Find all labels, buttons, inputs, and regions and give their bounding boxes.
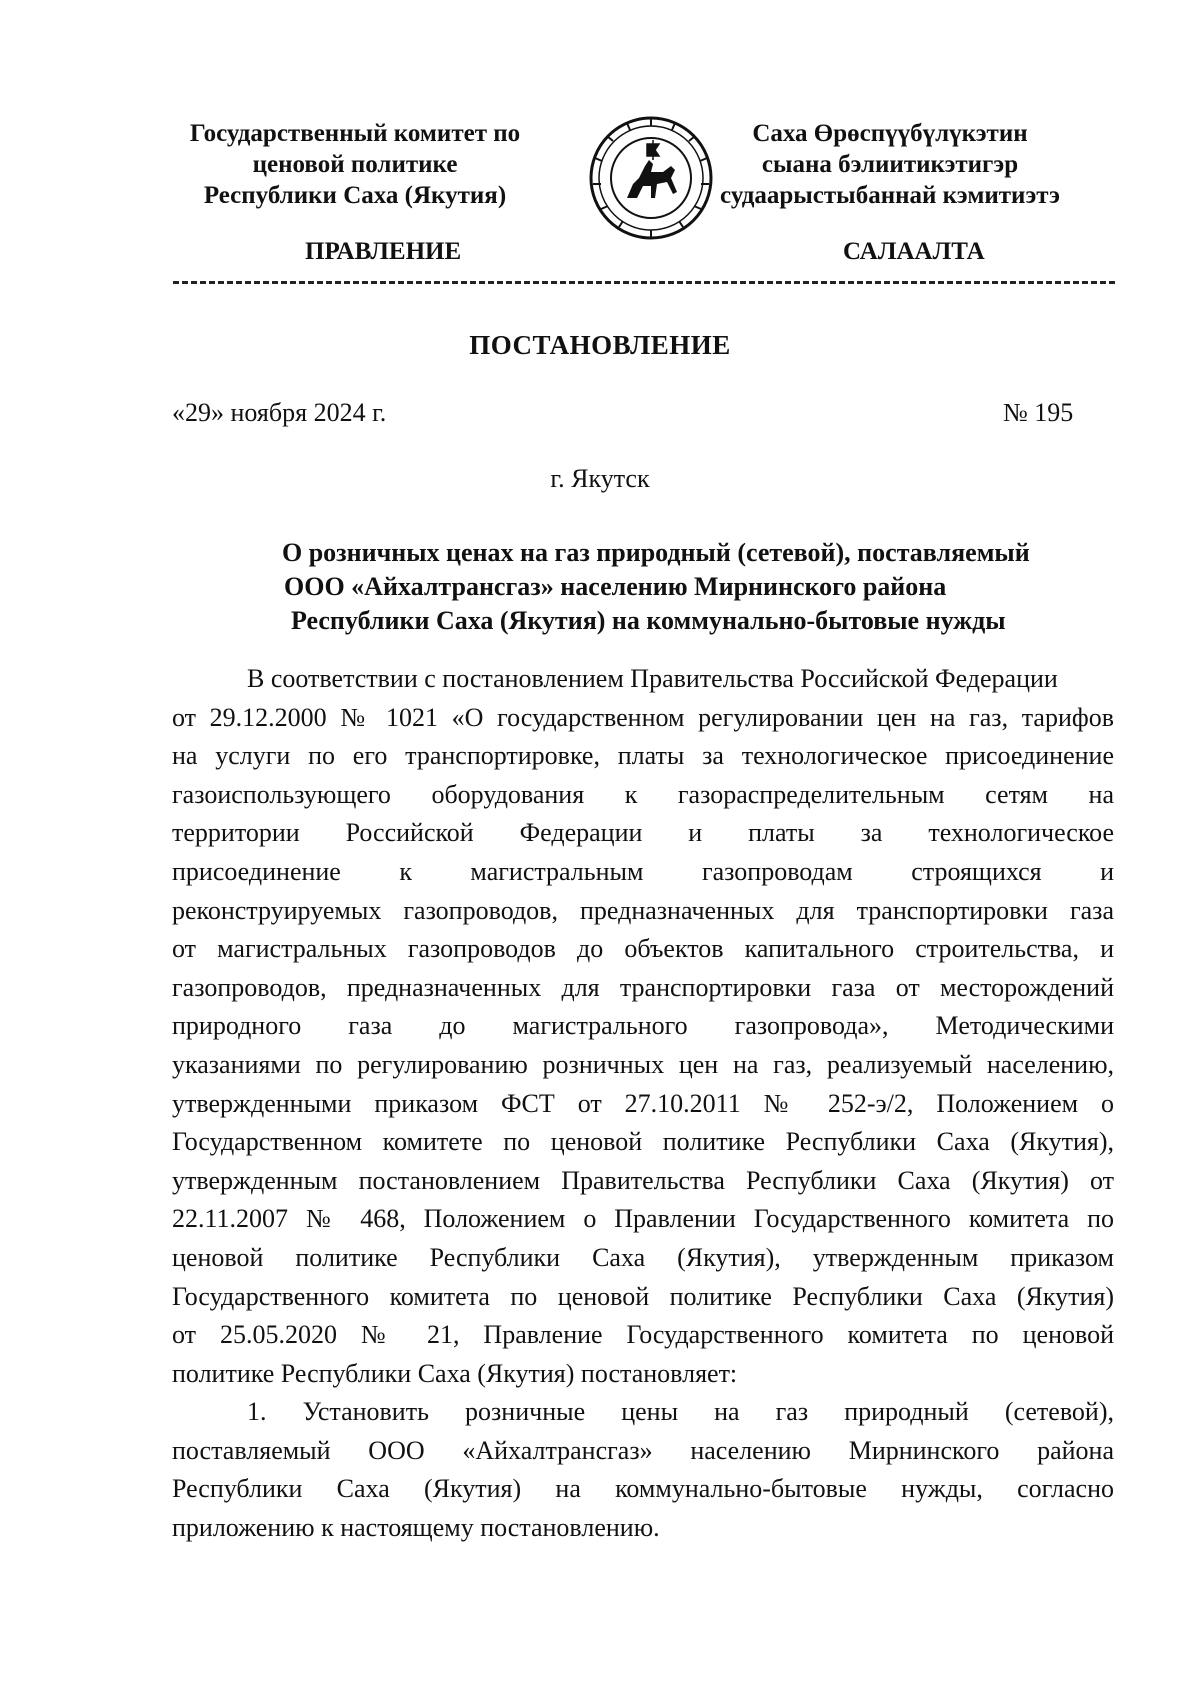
- body-line: указаниями по регулированию розничных цен на газ, реализуемый населению,: [172, 1049, 1114, 1079]
- document-number: № 195: [1003, 398, 1074, 427]
- document-city: г. Якутск: [550, 464, 650, 493]
- body-line: политике Республики Саха (Якутия) постановляет:: [172, 1358, 738, 1388]
- header-right-block: [690, 118, 1090, 211]
- header-right-line: судаарыстыбаннай кэмитиэтэ: [720, 182, 1060, 209]
- subject-line: ООО «Айхалтрансгаз» населению Мирнинского района: [284, 572, 947, 601]
- header-left-line: ценовой политике: [252, 151, 458, 178]
- document-title: ПОСТАНОВЛЕНИЕ: [469, 330, 731, 360]
- header-left-line: Республики Саха (Якутия): [203, 182, 507, 209]
- body-line: на услуги по его транспортировке, платы за технологическое присоединение: [172, 741, 1114, 771]
- body-line: 22.11.2007 № 468, Положением о Правлении Государственного комитета по: [172, 1204, 1114, 1234]
- body-line: реконструируемых газопроводов, предназначенных для транспортировки газа: [172, 895, 1114, 925]
- body-line: от магистральных газопроводов до объектов капитального строительства, и: [172, 934, 1114, 964]
- subject-line: Республики Саха (Якутия) на коммунально-бытовые нужды: [291, 606, 1006, 635]
- body-line: Республики Саха (Якутия) на коммунально-бытовые нужды, согласно: [172, 1474, 1114, 1504]
- header-left-line: Государственный комитет по: [189, 120, 521, 147]
- body-line: поставляемый ООО «Айхалтрансгаз» населению Мирнинского района: [172, 1435, 1114, 1465]
- header-right-subtitle: САЛААЛТА: [843, 238, 985, 265]
- body-line: газоиспользующего оборудования к газораспределительным сетям на: [172, 779, 1114, 809]
- body-line: 1. Установить розничные цены на газ природный (сетевой),: [247, 1397, 1114, 1427]
- body-line: от 29.12.2000 № 1021 «О государственном регулировании цен на газ, тарифов: [172, 702, 1114, 732]
- body-line: территории Российской Федерации и платы за технологическое: [172, 818, 1114, 848]
- body-line: природного газа до магистрального газопровода», Методическими: [172, 1011, 1114, 1041]
- document-body: [172, 660, 1114, 1548]
- header-left-block: [155, 118, 555, 211]
- document-date: «29» ноября 2024 г.: [172, 398, 387, 427]
- body-line: утвержденными приказом ФСТ от 27.10.2011 № 252-э/2, Положением о: [172, 1088, 1114, 1118]
- body-line: Государственном комитете по ценовой политике Республики Саха (Якутия),: [172, 1127, 1114, 1157]
- header-right-line: сыана бэлиитикэтигэр: [761, 151, 1019, 178]
- header-left-subtitle: ПРАВЛЕНИЕ: [305, 238, 462, 265]
- body-line: утвержденным постановлением Правительства Республики Саха (Якутия) от: [172, 1165, 1114, 1195]
- dashed-divider: [173, 281, 1115, 284]
- body-line: от 25.05.2020 № 21, Правление Государственного комитета по ценовой: [172, 1320, 1114, 1350]
- body-line: Государственного комитета по ценовой политике Республики Саха (Якутия): [172, 1281, 1114, 1311]
- header-right-line: Саха Өрөспүүбүлүкэтин: [752, 120, 1028, 147]
- body-line: В соответствии с постановлением Правительства Российской Федерации: [247, 664, 1058, 693]
- body-line: ценовой политике Республики Саха (Якутия), утвержденным приказом: [172, 1242, 1114, 1272]
- body-line: присоединение к магистральным газопроводам строящихся и: [172, 856, 1114, 886]
- body-line: газопроводов, предназначенных для транспортировки газа от месторождений: [172, 972, 1114, 1002]
- subject-line: О розничных ценах на газ природный (сетевой), поставляемый: [282, 538, 1030, 567]
- body-line: приложению к настоящему постановлению.: [172, 1513, 660, 1543]
